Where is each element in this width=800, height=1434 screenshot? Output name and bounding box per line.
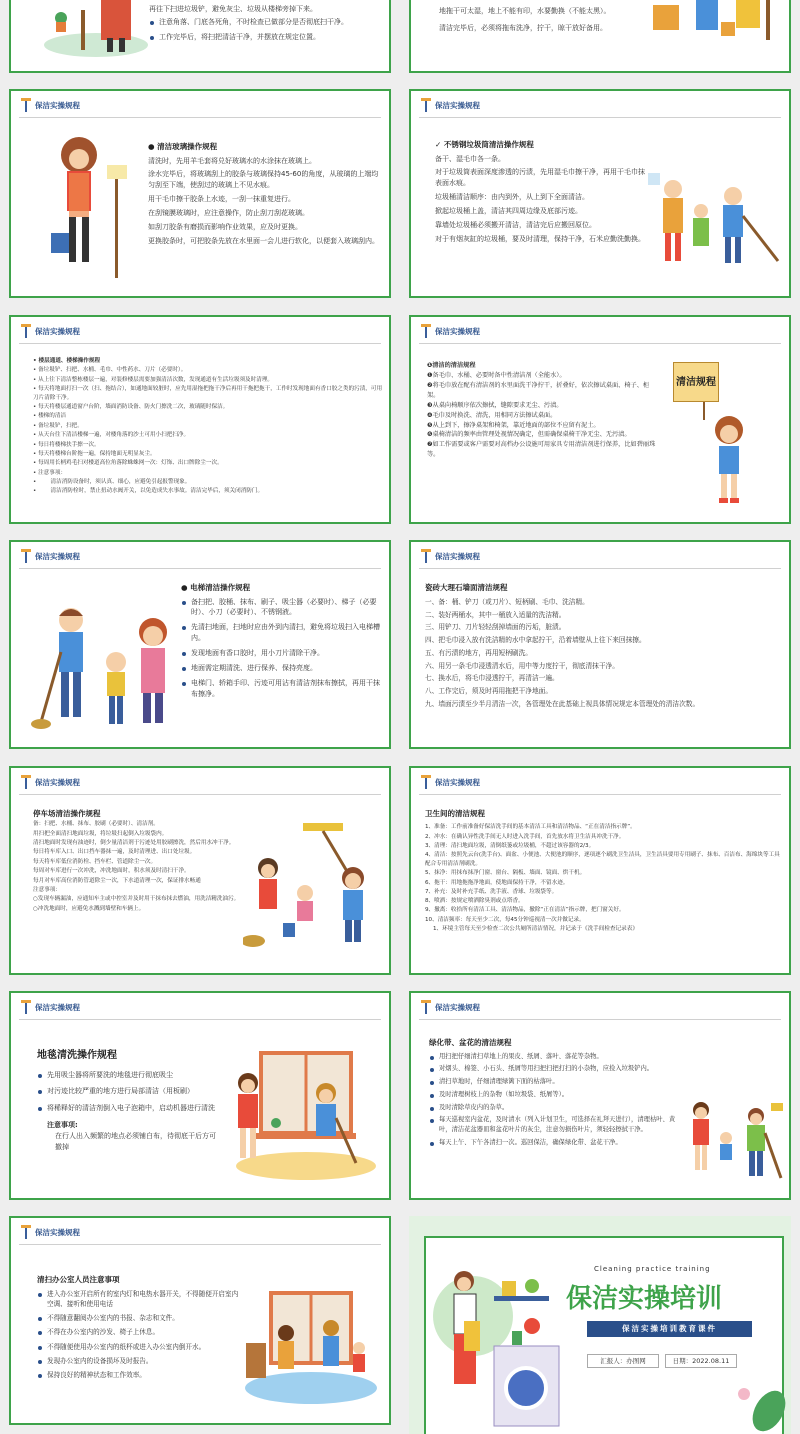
text-line: ○发现车辆漏油，应通知车主或中控室并及时用干抹布抹去燃油，用洗洁精洗油污。 — [33, 896, 240, 903]
text-line: 每日将楼梯扶手擦一次。 — [38, 441, 100, 448]
slide-header — [21, 1000, 80, 1014]
list-item: 不得在办公室内的沙发、椅子上休息。 — [37, 1327, 242, 1337]
text-line: 清扫地面时发现有油迹时，倒少量清洁剂于污迹处用胶刷擦洗，然后用水冲干净。 — [33, 840, 235, 847]
list-item: 进入办公室开启所有的室内灯和电热水器开关，不得随便开启室内空调、接听和使用电话 — [37, 1289, 242, 1309]
text-line: 掀起垃圾桶上盖，清洁其四周边缘及底部污迹。 — [435, 207, 582, 215]
title-text: 清扫办公室人员注意事项 — [37, 1275, 120, 1284]
text-line: ❻桌椅清洁的频率由管理处视情况确定，但需确保桌椅干净无尘、无污渍。 — [427, 431, 631, 439]
slide-desk-text — [427, 361, 657, 460]
text-line: ❺从上到下，擦净桌架和椅架，靠近地面的部位不应留有泥土。 — [427, 421, 600, 429]
slide-parking-text — [33, 808, 245, 914]
text-line: 如刮刀胶条有磨损而影响作业效果，应及时更换。 — [148, 222, 302, 231]
cleaner-stairs-illustration — [41, 0, 151, 60]
mop-logo-icon — [21, 98, 31, 112]
slide-office-text — [37, 1274, 242, 1384]
text-line: 1、环境主管每天至少检查二次公共厕所清洁情况，并记录于《洗手间检查记录表》 — [433, 925, 638, 932]
laundry-woman-illustration — [434, 1266, 564, 1434]
title-text: 卫生间的清洁规程 — [425, 809, 485, 818]
text-line: 每日将车库入口、出口挡车器抹一遍，及时清理进、出口处垃圾。 — [33, 849, 196, 856]
text-line: 每月对车库高位消防管道除尘一次，下水道清理一次，保证排水畅通 — [33, 877, 201, 884]
list-item: 对烟头、棉签、小石头、纸屑等用扫把扫把打扫的小杂物，应捡入垃圾铲内。 — [429, 1064, 681, 1074]
header-label: 保洁实操规程 — [435, 551, 480, 561]
text-line: 每天将楼层通道窗户台阶，墙面消防设备、防火门擦洗二次，玻璃随时保洁。 — [38, 403, 229, 410]
slide-trash-bin — [409, 89, 791, 298]
header-label: 保洁实操规程 — [435, 777, 480, 787]
slide-header — [21, 775, 80, 789]
cover-reporter: 汇报人：办图网 — [587, 1354, 659, 1368]
text-line: 地拖干可太湿，地上不能有印，水要勤换（不能太黑）。 — [439, 7, 611, 15]
family-sweeping-illustration — [681, 1098, 786, 1183]
slide-mop-end — [409, 0, 791, 73]
text-line: 用干毛巾擦干胶条上水迹，一刮一抹重复进行。 — [148, 195, 295, 204]
list-item: 将稀释好的清洁剂倒入电子泡箱中，启动机器进行清洗 — [37, 1103, 217, 1114]
slide-carpet — [9, 991, 391, 1200]
text-line: 每周对车库进行一次冲洗，冲洗地面时，积水须及时清扫干净。 — [33, 868, 190, 875]
cover-title: 保洁实操培训 — [566, 1284, 723, 1314]
list-item: 及时清除草皮内的杂草。 — [429, 1103, 681, 1113]
list-item: 每天上午、下午各清扫一次。巡回保洁，确保绿化带、盆花干净。 — [429, 1138, 681, 1148]
list-item: 每天巡视室内盆花，及时清水（列入计划卫生，可选择在礼拜天进行），清理枯叶、黄叶，清洁花盆器皿和盆花叶片的灰尘，注意勿损伤叶片，须轻轻擦拭干净。 — [429, 1115, 681, 1135]
text-line: 清洗时，先用羊毛套将兑好玻璃水的水涂抹在玻璃上。 — [148, 156, 316, 165]
text-line: 四、把毛巾浸入放有洗洁精的水中拿起拧干，沿着墙壁从上往下来回抹擦。 — [425, 636, 646, 645]
slide-restroom — [409, 766, 791, 975]
mop-logo-icon — [421, 549, 431, 563]
mop-logo-icon — [421, 1000, 431, 1014]
text-line: 每周用长柄鸡毛扫对楼道高位角落除蛛蛛网一次：灯饰、出口牌除尘一次。 — [38, 460, 223, 467]
list-item: 地面需定期清洗、进行保养、保持亮度。 — [181, 663, 386, 674]
office-cleaning-illustration — [241, 1288, 381, 1408]
slide-glass — [9, 89, 391, 298]
list-item: 清扫草地时，仔细清理绿篱下面的枯落叶。 — [429, 1077, 681, 1087]
text-line: 再往下扫进垃圾铲，避免灰尘、垃圾从楼梯旁掉下来。 — [149, 5, 317, 13]
mop-logo-icon — [421, 98, 431, 112]
list-item: 发现地面有香口胶时，用小刀片清除干净。 — [181, 648, 386, 659]
text-line: ❼如工作需要或客户需要对高档办公设施可用家具专用清洁剂进行保养，比如碧丽珠等。 — [427, 441, 656, 459]
text-line: ❷将毛巾放在配有清洁剂的水里面洗干净拧干，折叠好，依次擦试桌面、椅子、柜架。 — [427, 381, 650, 399]
slide-elevator-text — [181, 582, 386, 703]
girl-with-sign-illustration — [699, 402, 759, 512]
text-line: 三、用铲刀、刀片轻轻刮掉墙面的污垢，脏渍。 — [425, 623, 566, 632]
title-text: 地毯清洗操作规程 — [37, 1050, 117, 1061]
list-item: 不得随便使用办公室内的纸杯或进入办公室内倒开水。 — [37, 1342, 242, 1352]
header-label: 保洁实操规程 — [435, 326, 480, 336]
text-line: 二、装好两桶水，其中一桶放入适量的洗洁精。 — [425, 610, 566, 619]
text-line: 在刮镜膜玻璃时，应注意操作，防止刮刀刮花玻璃。 — [148, 209, 309, 217]
cleaning-team-illustration — [643, 171, 783, 271]
text-line: 七、换水后，将毛巾浸透拧干，再清洁一遍。 — [425, 674, 559, 683]
text-line: 备垃圾铲，扫把。 — [38, 422, 83, 429]
slide-restroom-text — [425, 808, 780, 934]
note-title: 注意事项: — [47, 1121, 78, 1130]
text-line: 六、用另一条毛巾浸透清水后，用中等力度拧干，彻底清抹干净。 — [425, 661, 619, 670]
mop-logo-icon — [21, 549, 31, 563]
note-text: 在行人出入频繁的地点必须铺白布，待彻底干后方可撤掉 — [55, 1131, 216, 1151]
slide-trash-bin-text — [435, 139, 650, 245]
kids-cleaning-illustration — [243, 823, 383, 953]
elevator-title: ● 电梯清洁操作规程 — [181, 583, 251, 592]
text-line: 对于垃圾筒表面深度渗透的污渍，先用湿毛巾擦干净，再用干毛巾抹表面水痕。 — [435, 168, 645, 188]
text-line: 用扫把全面清扫地面垃圾，将垃圾扫起倒入垃圾袋内。 — [33, 830, 168, 837]
rules-sign — [673, 362, 719, 402]
slide-header — [421, 324, 480, 338]
cover-date: 日期：2022.08.11 — [665, 1354, 737, 1368]
slide-office — [9, 1216, 391, 1425]
list-item: 电梯门、轿箱手印、污迹可用沾有清洁剂抹布擦拭，再用干抹布擦净。 — [181, 678, 386, 700]
slide-mop-text — [439, 6, 644, 34]
title-text: 瓷砖大理石墙面清洁规程 — [425, 583, 508, 592]
header-label: 保洁实操规程 — [35, 777, 80, 787]
text-line: 一、备：桶、铲刀（或刀片）、短柄刷、毛巾、洗洁精。 — [425, 598, 589, 606]
slide-stairs-text — [149, 4, 389, 47]
slide-desk-cleaning — [409, 315, 791, 524]
list-item: 用扫把仔细清扫草地上的果皮、纸屑、落叶、落花等杂物。 — [429, 1052, 681, 1062]
text-line: 每天将车库低位消防栓、挡车栏、管道除尘一次。 — [33, 858, 157, 865]
text-line: 备垃圾铲、扫把、水桶、毛巾、中性药水、刀片（必要时）。 — [38, 367, 187, 374]
text-line: ❸从桌向椅顺序依次擦拭，缝隙要求无尘、污渍。 — [427, 401, 563, 409]
header-label: 保洁实操规程 — [435, 1002, 480, 1012]
trash-title: ✓ 不锈钢垃圾筒清洁操作规程 — [435, 140, 534, 149]
text-line: 备干、湿毛巾各一条。 — [435, 154, 505, 163]
list-item: 不得随意翻阅办公室内的书报、杂志和文件。 — [37, 1313, 242, 1323]
title-text: 停车场清洁操作规程 — [33, 809, 101, 818]
title-text: 清洁玻璃操作规程 — [157, 142, 218, 151]
mop-logo-icon — [21, 775, 31, 789]
text-line: 涂水完毕后，将玻璃刮上的胶条与玻璃保持45-60的角度，从玻璃的上端均匀刮至下端，使刮过的玻璃上不见水痕。 — [148, 170, 379, 190]
slide-greenery-text — [429, 1037, 681, 1151]
slide-corridor-text: • 楼层通道、楼梯操作规程 • 备垃圾铲、扫把、水桶、毛巾、中性药水、刀片（必要时）。 • 从上往下清洁整栋楼层一遍，对装修楼层需要加强清洁次数，发现通道有生活垃圾须及时清理。 • 每天将地面打扫一次（扫、拖结合），如通地面较脏时，应先用湿拖把拖干净后再用干拖把拖干，工作时发现地面有香口胶之类的污渍，可用刀片清除干净。 • 每天将楼层通道窗户台阶，墙面消防设备、防火门擦洗二次，玻璃随时保洁。 • 楼梯的清洁 • 备垃圾铲，扫把。 • 从天台往下清洁楼梯一遍，对楼角落的沙土可用小扫把扫净。 • 每日将楼梯扶手擦一次。 • 每天将楼梯台阶拖一遍，保持地面无明显灰尘。 • 每周用长柄鸡毛扫对楼道高位角落除蛛蛛网一次：灯饰、出口牌除尘一次。 • 注意事项： • 清洁消防设备时，须认真、细心，应避免引起报警现象。 • 清洁消防栓时，禁止扭动水阀开关，以免造成失水事故。清洁完毕后，须关闭消防门。 — [33, 358, 383, 495]
text-line: 清洁完毕后，必须将拖布洗净，拧干，晾干放好备用。 — [439, 23, 607, 32]
title-text: 不锈钢垃圾筒清洁操作规程 — [443, 140, 534, 149]
header-label: 保洁实操规程 — [35, 551, 80, 561]
text-line: 五、有污渍的地方，再用短柄刷洗。 — [425, 648, 532, 657]
family-cleaning-illustration — [31, 602, 181, 737]
slide-tile-wall — [409, 540, 791, 749]
text-line: 备：扫把、水桶、抹布、胶刷（必要时）、清洁剂。 — [33, 821, 159, 828]
text-line: 清洁消防栓时，禁止扭动水阀开关，以免造成失水事故。清洁完毕后，须关闭消防门。 — [50, 488, 264, 495]
text-line: 6、拖干：用地拖拖净地面，使地面保持干净，不留水迹。 — [425, 879, 569, 886]
text-line: 2、冲水：在确认异性洗手间无人时进入洗手间，首先放水将卫生洁具冲洗干净。 — [425, 833, 625, 840]
text-line: 垃圾桶清洁顺序：由内到外，从上到下全面清洁。 — [435, 193, 589, 202]
list-item: 及时清理树枝上的杂物（如垃圾袋、纸屑等）。 — [429, 1090, 681, 1100]
slide-parking — [9, 766, 391, 975]
glass-title: ● 清洁玻璃操作规程 — [148, 142, 218, 151]
slide-header — [421, 549, 480, 563]
list-item: 保持良好的精神状态和工作效率。 — [37, 1370, 242, 1380]
text-line: 更换胶条时，可把胶条先放在水里面一会儿进行软化，以便套入玻璃刮内。 — [148, 236, 379, 245]
list-item: 对污迹比较严重的地方进行局部清洁（用板刷） — [37, 1086, 217, 1097]
title-text: 绿化带、盆花的清洁规程 — [429, 1038, 512, 1047]
list-item: 先清扫地面，扫地时应由外到内清扫，避免将垃圾扫入电梯槽内。 — [181, 622, 386, 644]
text-line: ❶备毛巾、水桶、必要时备中性清洁剂（全能水）。 — [427, 371, 566, 379]
text-line: 4、清洁：按照先云台(洗手台)、面盆、小便池、大便池的顺序，逐项逐个刷洗卫生洁具，卫生洁具要用专用刷子、抹布、百洁布、海绵块等工具配合专用清洁剂刷洗。 — [425, 852, 780, 868]
text-line: 每天将楼梯台阶拖一遍，保持地面无明显灰尘。 — [38, 450, 156, 457]
text-line: 3、清理：清扫地面垃圾，清倒纸篓或垃圾桶，不超过该容器的2/3。 — [425, 842, 595, 849]
text-line: 8、喷洒：按规定喷洒除臭剂或点塔香。 — [425, 898, 524, 905]
text-line: 楼层通道、楼梯操作规程 — [38, 358, 101, 364]
slide-header — [21, 98, 80, 112]
text-line: 注意事项： — [38, 469, 67, 476]
header-label: 保洁实操规程 — [35, 100, 80, 110]
cover-subtitle-en: Cleaning practice training — [594, 1265, 711, 1273]
text-line: 1、准备：工作前准备好保洁洗手间的基本清洁工具和清洁物品、“正在清洁指示牌”。 — [425, 824, 636, 831]
window-cleaning-illustration — [226, 1048, 386, 1188]
slide-header — [21, 324, 80, 338]
text-line: 注意事项： — [33, 886, 61, 893]
slide-carpet-text — [37, 1048, 217, 1153]
cleaners-mopping-illustration — [641, 0, 786, 45]
list-item: 工作完毕后，将扫把清洁干净，并摆放在规定位置。 — [149, 32, 389, 43]
slide-elevator — [9, 540, 391, 749]
sign-text: 清洁规程 — [676, 376, 716, 388]
title-text: 电梯清洁操作规程 — [190, 583, 251, 592]
list-item: 备扫把、胶桶、抹布、刷子、吸尘器（必要时）、梯子（必要时）、小刀（必要时）、不锈钢液。 — [181, 597, 386, 619]
text-line: 每天将地面打扫一次（扫、拖结合），如通地面较脏时，应先用湿拖把拖干净后再用干拖把拖干，工作时发现地面有香口胶之类的污渍，可用刀片清除干净。 — [33, 386, 383, 401]
mop-logo-icon — [21, 1225, 31, 1239]
text-line: 5、抹净：用抹布抹净门窗、窗台、隔板、墙面、镜面、烘干机。 — [425, 870, 586, 877]
text-line: 从上往下清洁整栋楼层一遍，对装修楼层需要加强清洁次数，发现通道有生活垃圾须及时清理。 — [38, 376, 274, 383]
text-line: ❹毛巾及时换洗、清洗，用相同方法擦试桌面。 — [427, 411, 557, 419]
slide-tile-text — [425, 582, 785, 709]
slide-header — [21, 1225, 80, 1239]
text-line: 对于有烟灰缸的垃圾桶，要及时清理，保持干净，石米应勤洗勤换。 — [435, 234, 645, 243]
slide-header — [21, 549, 80, 563]
slide-glass-text — [148, 141, 383, 247]
plant-leaves-icon — [729, 1376, 789, 1434]
mop-logo-icon — [421, 775, 431, 789]
slide-cover — [409, 1216, 791, 1434]
cover-banner: 保洁实操培训教育课件 — [587, 1321, 752, 1337]
slide-corridor-stairs — [9, 315, 391, 524]
text-line: 9、撤离：收拾所有清洁工具、清洁物品，撤除“正在清洁”指示牌，把门窗关好。 — [425, 907, 625, 914]
window-cleaner-woman-illustration — [49, 133, 144, 283]
slide-header — [421, 98, 480, 112]
header-label: 保洁实操规程 — [35, 326, 80, 336]
text-line: 九、墙面污渍至少半月清洁一次，各管理处在此基础上视具体情况规定本管理处的清洁次数。 — [425, 699, 700, 708]
slide-header — [421, 1000, 480, 1014]
text-line: 7、补充：及时补充手纸、洗手液、香球、垃圾袋等。 — [425, 888, 558, 895]
text-line: 楼梯的清洁 — [38, 413, 67, 420]
text-line: 10、清洁频率：每天至少二次，每45分钟巡视清一次并做记录。 — [425, 916, 585, 923]
text-line: 靠墙处垃圾桶必须搬开清洁，清洁完后应搬回原位。 — [435, 220, 596, 229]
text-line: 从天台往下清洁楼梯一遍，对楼角落的沙土可用小扫把扫净。 — [38, 432, 190, 439]
mop-logo-icon — [421, 324, 431, 338]
slide-stairs-end — [9, 0, 391, 73]
list-item: 注意角落、门底各死角，不时检查已做部分是否彻底扫干净。 — [149, 17, 389, 28]
header-label: 保洁实操规程 — [435, 100, 480, 110]
text-line: ❶清洁的清洁规程 — [427, 362, 476, 369]
mop-logo-icon — [21, 1000, 31, 1014]
slide-header — [421, 775, 480, 789]
list-item: 先用吸尘器将所要洗的地毯进行彻底吸尘 — [37, 1070, 217, 1081]
text-line: 清洁消防设备时，须认真、细心，应避免引起报警现象。 — [50, 479, 191, 486]
mop-logo-icon — [21, 324, 31, 338]
list-item: 发现办公室内的设备损坏及时报告。 — [37, 1356, 242, 1366]
header-label: 保洁实操规程 — [35, 1002, 80, 1012]
header-label: 保洁实操规程 — [35, 1227, 80, 1237]
slide-greenery — [409, 991, 791, 1200]
text-line: 八、工作完后，须及时再用拖把干净地面。 — [425, 687, 553, 696]
text-line: ○冲洗地面时，应避免水溅到墙壁和车辆上。 — [33, 905, 145, 912]
